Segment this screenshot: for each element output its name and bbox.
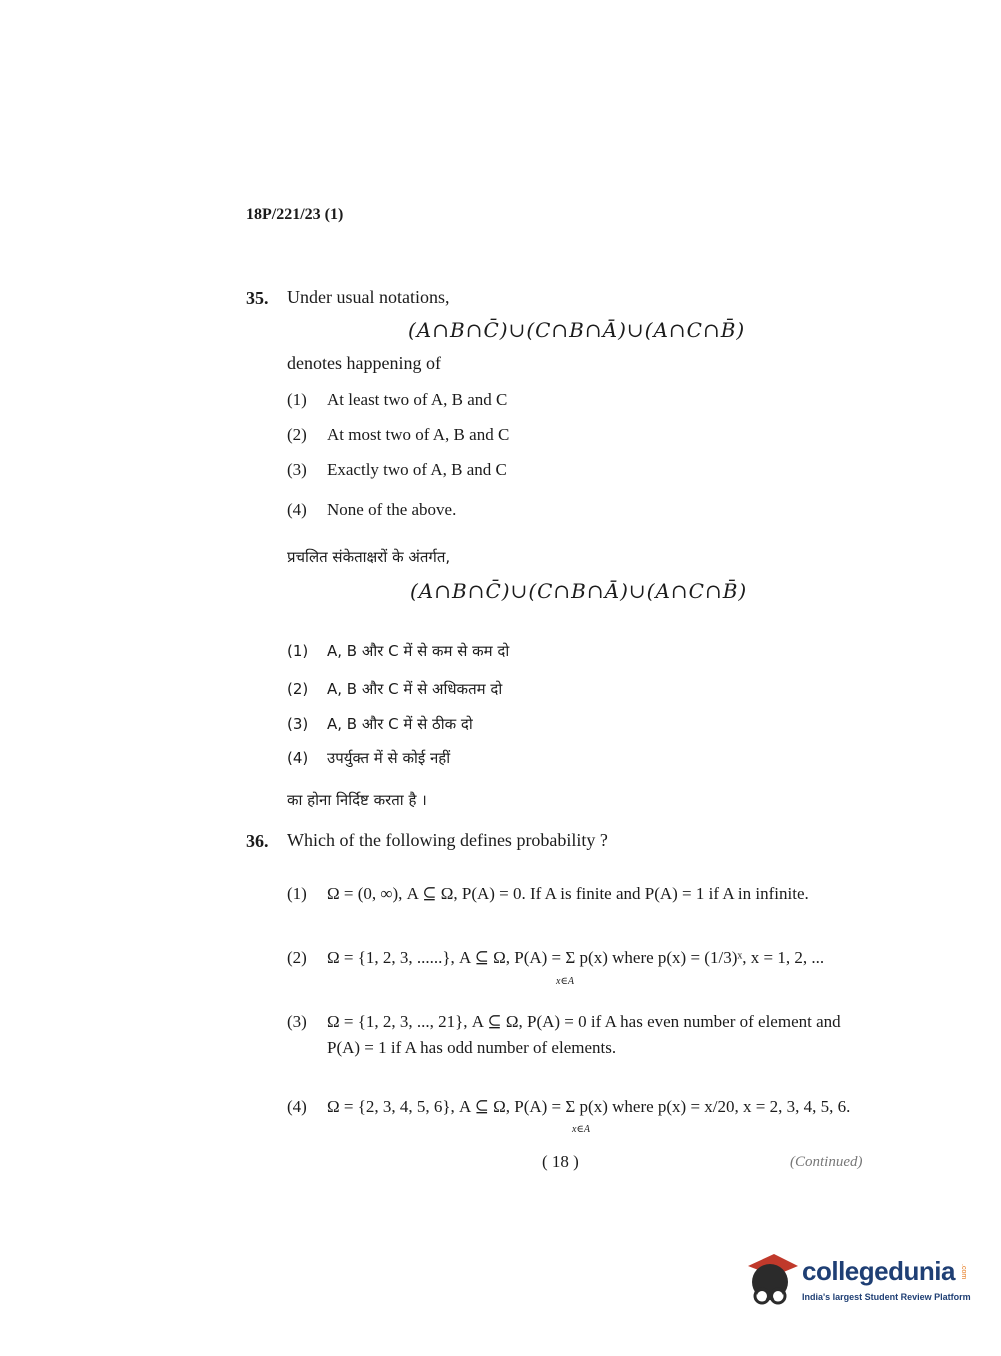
option-number: (4) — [287, 1097, 307, 1116]
q35-hindi-option-2 — [287, 679, 502, 699]
page-number: ( 18 ) — [542, 1152, 579, 1171]
option-number: (2) — [287, 948, 307, 967]
option-number: (1) — [287, 884, 307, 903]
q35-hindi-option-4 — [287, 748, 450, 768]
q35-hindi-option-1 — [287, 641, 509, 661]
q36-option-4 — [287, 1097, 850, 1117]
option-text: Ω = {1, 2, 3, ......}, A ⊆ Ω, P(A) = Σ p(x) where p(x) = (1/3)ˣ, x = 1, 2, ... — [327, 948, 825, 967]
question-35-hindi-prompt: प्रचलित संकेताक्षरों के अंतर्गत, — [287, 548, 451, 566]
continued-label: (Continued) — [790, 1154, 863, 1170]
question-35-suffix: denotes happening of — [287, 353, 441, 373]
logo-tagline: India's largest Student Review Platform — [802, 1292, 971, 1302]
option-text: Ω = {2, 3, 4, 5, 6}, A ⊆ Ω, P(A) = Σ p(x) where p(x) = x/20, x = 2, 3, 4, 5, 6. — [327, 1097, 851, 1116]
q36-option-1 — [287, 884, 809, 904]
q35-hindi-option-3 — [287, 714, 473, 734]
option-number: (4) — [287, 749, 309, 767]
q35-option-2 — [287, 425, 509, 445]
option-number: (3) — [287, 715, 309, 733]
mascot-icon — [744, 1248, 800, 1314]
option-number: (2) — [287, 680, 309, 698]
option-number: (3) — [287, 460, 307, 479]
option-number: (3) — [287, 1012, 307, 1031]
q35-option-3 — [287, 460, 507, 480]
option-text: At least two of A, B and C — [327, 390, 508, 409]
question-35-prompt: Under usual notations, — [287, 287, 450, 307]
q36-option-4-sum-index: x∈A — [572, 1124, 590, 1135]
option-number: (2) — [287, 425, 307, 444]
q36-option-2-sum-index: x∈A — [556, 976, 574, 987]
option-text: उपर्युक्त में से कोई नहीं — [327, 749, 451, 767]
question-36-prompt: Which of the following defines probability ? — [287, 830, 608, 850]
option-text: A, B और C में से ठीक दो — [327, 715, 473, 733]
option-number: (1) — [287, 642, 309, 660]
q36-option-3 — [287, 1012, 841, 1032]
question-35-hindi-suffix: का होना निर्दिष्ट करता है । — [287, 791, 427, 809]
q36-option-3-line-2: P(A) = 1 if A has odd number of elements. — [327, 1038, 617, 1057]
option-text: A, B और C में से कम से कम दो — [327, 642, 510, 660]
option-text: Ω = {1, 2, 3, ..., 21}, A ⊆ Ω, P(A) = 0 if A has even number of element and — [327, 1012, 841, 1031]
paper-code: 18P/221/23 (1) — [246, 206, 344, 223]
collegedunia-logo[interactable] — [744, 1248, 974, 1318]
option-text: None of the above. — [327, 500, 457, 519]
question-35-expression: (A∩B∩C̄)∪(C∩B∩Ā)∪(A∩C∩B̄) — [408, 318, 746, 342]
q35-option-4 — [287, 500, 456, 520]
question-36-number: 36. — [246, 831, 269, 851]
logo-name: collegedunia — [802, 1256, 955, 1286]
question-35-hindi-expression: (A∩B∩C̄)∪(C∩B∩Ā)∪(A∩C∩B̄) — [410, 579, 748, 603]
option-text: Ω = (0, ∞), A ⊆ Ω, P(A) = 0. If A is finite and P(A) = 1 if A in infinite. — [327, 884, 809, 903]
logo-suffix: .com — [960, 1264, 967, 1280]
option-text: A, B और C में से अधिकतम दो — [327, 680, 503, 698]
option-number: (1) — [287, 390, 307, 409]
q36-option-2 — [287, 948, 824, 968]
question-35-number: 35. — [246, 288, 269, 308]
q35-option-1 — [287, 390, 507, 410]
option-number: (4) — [287, 500, 307, 519]
option-text: At most two of A, B and C — [327, 425, 510, 444]
option-text: Exactly two of A, B and C — [327, 460, 507, 479]
